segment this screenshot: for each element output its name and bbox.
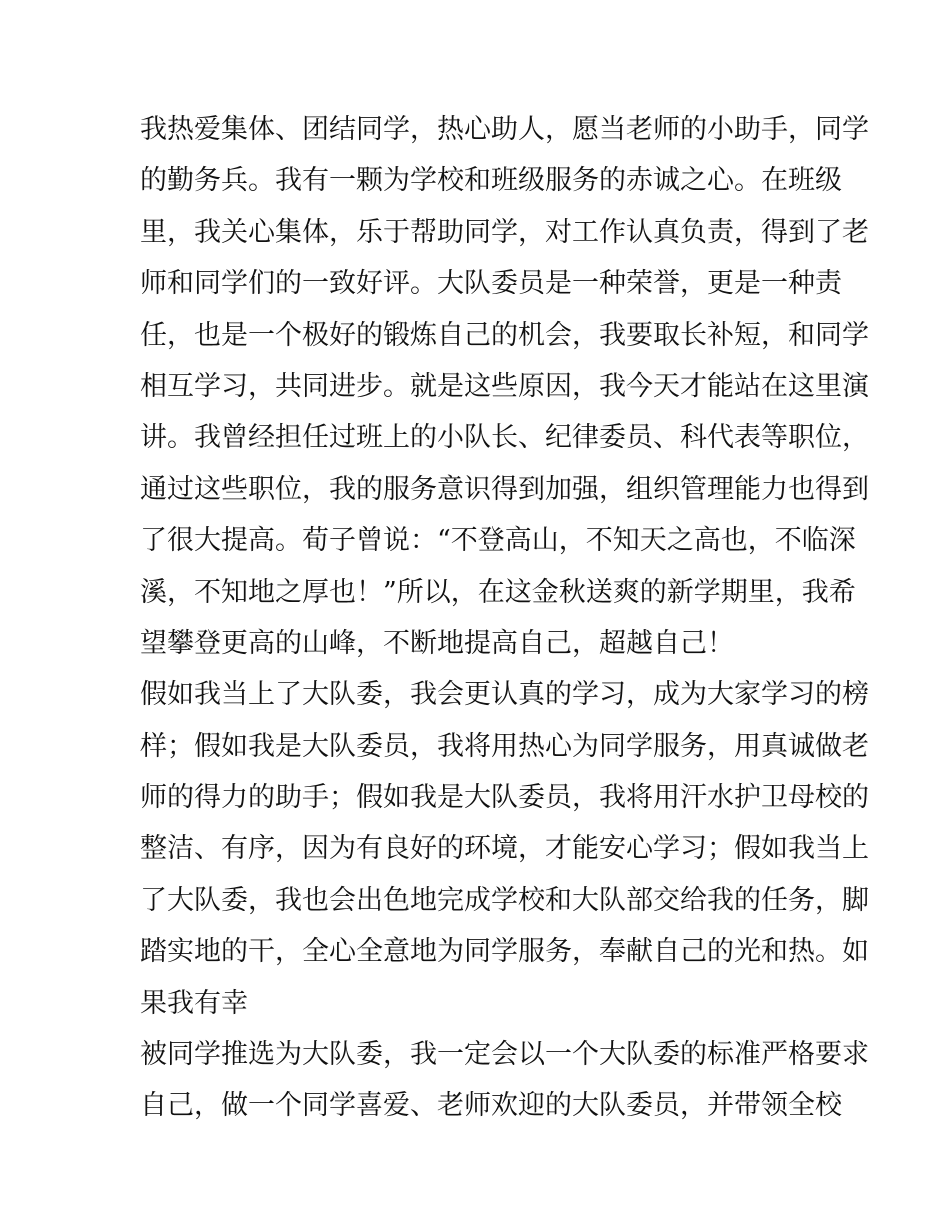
text-line: 的勤务兵。我有一颗为学校和班级服务的赤诚之心。在班级 (140, 165, 842, 197)
text-line: 我热爱集体、团结同学，热心助人，愿当老师的小助手，同学 (140, 114, 869, 145)
text-line: 了大队委，我也会出色地完成学校和大队部交给我的任务，脚 (140, 884, 869, 916)
text-line: 假如我当上了大队委，我会更认真的学习，成为大家学习的榜 (140, 679, 869, 711)
text-line: 望攀登更高的山峰，不断地提高自己，超越自己！ (140, 627, 734, 659)
text-line: 样；假如我是大队委员，我将用热心为同学服务，用真诚做老 (140, 730, 869, 762)
text-line: 了很大提高。荀子曾说：“不登高山，不知天之高也，不临深 (140, 525, 856, 557)
text-line: 师的得力的助手；假如我是大队委员，我将用汗水护卫母校的 (140, 782, 869, 814)
text-line: 师和同学们的一致好评。大队委员是一种荣誉，更是一种责 (140, 268, 842, 300)
text-line: 任，也是一个极好的锻炼自己的机会，我要取长补短，和同学 (140, 319, 869, 351)
text-line: 整洁、有序，因为有良好的环境，才能安心学习；假如我当上 (140, 833, 869, 865)
text-line: 自己，做一个同学喜爱、老师欢迎的大队委员，并带领全校 (140, 1090, 842, 1122)
text-line: 里，我关心集体，乐于帮助同学，对工作认真负责，得到了老 (140, 216, 869, 248)
text-line: 溪，不知地之厚也！”所以，在这金秋送爽的新学期里，我希 (140, 576, 856, 608)
text-line: 讲。我曾经担任过班上的小队长、纪律委员、科代表等职位， (140, 422, 869, 454)
text-line: 果我有幸 (140, 987, 248, 1019)
speech-text (140, 104, 869, 1132)
text-line: 相互学习，共同进步。就是这些原因，我今天才能站在这里演 (140, 370, 869, 402)
text-line: 通过这些职位，我的服务意识得到加强，组织管理能力也得到 (140, 473, 869, 505)
text-line: 被同学推选为大队委，我一定会以一个大队委的标准严格要求 (140, 1039, 869, 1071)
text-line: 踏实地的干，全心全意地为同学服务，奉献自己的光和热。如 (140, 936, 869, 968)
